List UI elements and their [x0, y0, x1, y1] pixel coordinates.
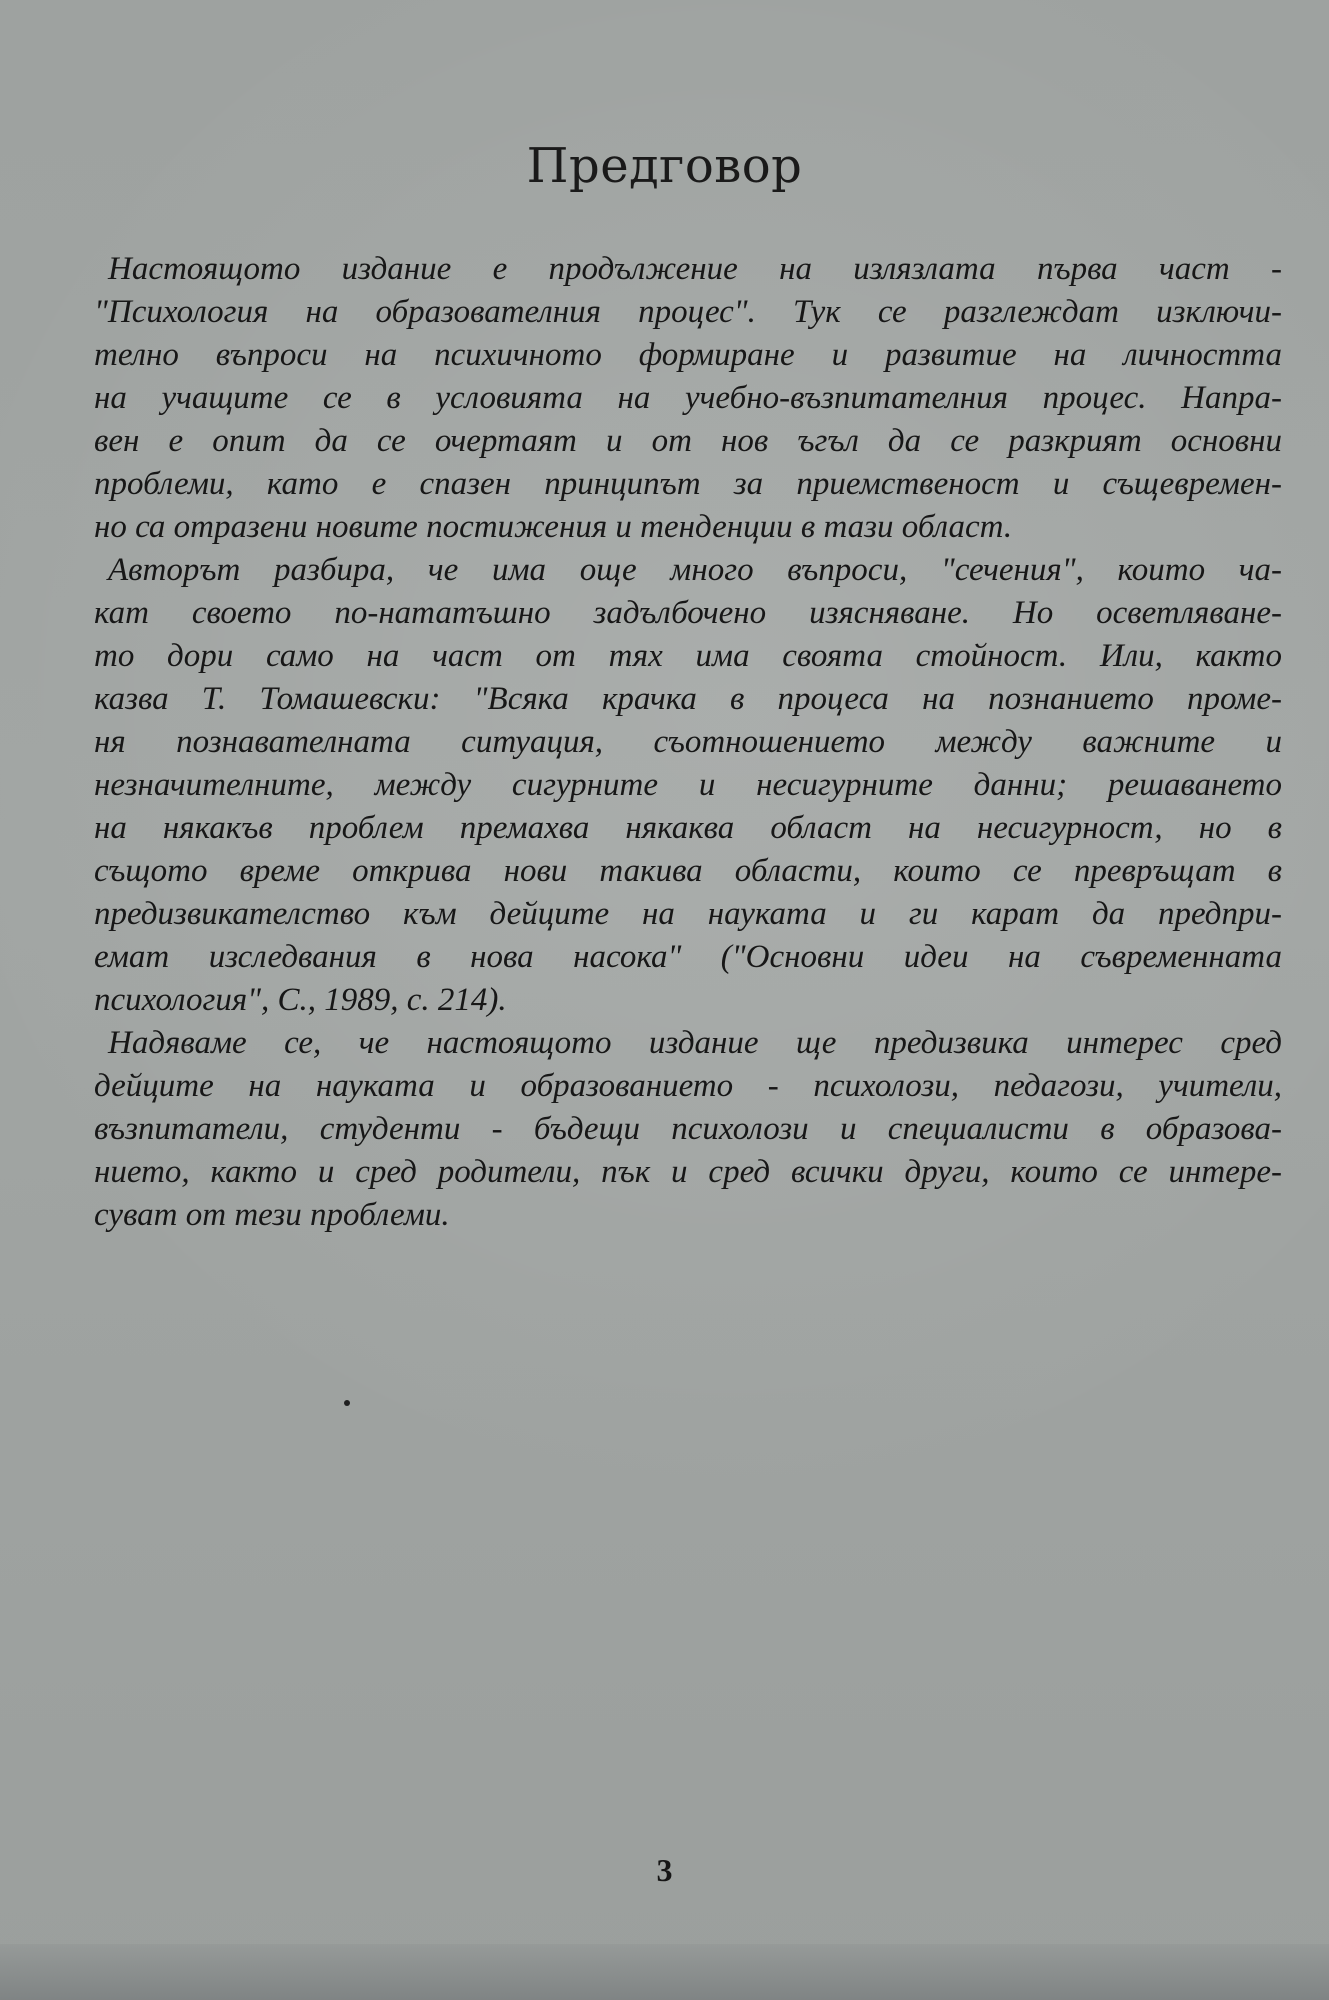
- text-line: Надяваме се, че настоящото издание ще предизвика интерес сред: [108, 1025, 1282, 1061]
- ink-dot: [344, 1400, 350, 1406]
- text-line: Настоящото издание е продължение на излязлата първа част -: [108, 251, 1282, 287]
- text-line: но са отразени новите постижения и тенденции в тази област.: [94, 509, 1013, 545]
- text-line: вен е опит да се очертаят и от нов ъгъл да се разкрият основни: [94, 423, 1282, 459]
- page-bottom-edge: [0, 1944, 1329, 2000]
- text-line: казва Т. Томашевски: "Всяка крачка в процеса на познанието проме-: [94, 681, 1282, 717]
- paragraph: [94, 549, 1282, 1022]
- text-line: емат изследвания в нова насока" ("Основни идеи на съвременната: [94, 939, 1282, 975]
- page-number: 3: [656, 1852, 673, 1888]
- text-line: възпитатели, студенти - бъдещи психолози и специалисти в образова-: [94, 1111, 1282, 1147]
- text-line: кат своето по-нататъшно задълбочено изясняване. Но осветляване-: [94, 595, 1282, 631]
- text-line: същото време открива нови такива области, които се превръщат в: [94, 853, 1282, 889]
- text-line: Авторът разбира, че има още много въпроси, "сечения", които ча-: [108, 552, 1282, 588]
- text-line: на учащите се в условията на учебно-възпитателния процес. Напра-: [94, 380, 1282, 416]
- text-line: суват от тези проблеми.: [94, 1197, 450, 1233]
- text-line: незначителните, между сигурните и несигурните данни; решаването: [94, 767, 1282, 803]
- page-title: Предговор: [526, 138, 803, 194]
- paragraph: [94, 248, 1282, 549]
- text-line: дейците на науката и образованието - психолози, педагози, учители,: [94, 1068, 1282, 1104]
- text-line: телно въпроси на психичното формиране и развитие на личността: [94, 337, 1282, 373]
- text-line: проблеми, като е спазен принципът за приемственост и същевремен-: [94, 466, 1282, 502]
- text-line: "Психология на образователния процес". Тук се разглеждат изключи-: [94, 294, 1282, 330]
- text-line: на някакъв проблем премахва някаква област на несигурност, но в: [94, 810, 1282, 846]
- text-line: психология", С., 1989, с. 214).: [94, 982, 507, 1018]
- body-text: [94, 248, 1282, 1237]
- text-line: предизвикателство към дейците на науката и ги карат да предпри-: [94, 896, 1282, 932]
- text-line: то дори само на част от тях има своята стойност. Или, както: [94, 638, 1282, 674]
- text-line: ня познавателната ситуация, съотношението между важните и: [94, 724, 1282, 760]
- paragraph: [94, 1022, 1282, 1237]
- text-line: нието, както и сред родители, пък и сред всички други, които се интере-: [94, 1154, 1282, 1190]
